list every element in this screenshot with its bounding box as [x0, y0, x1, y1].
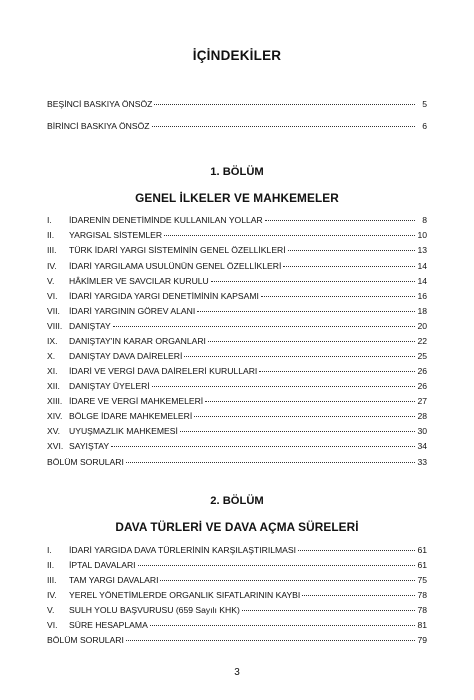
- dot-leader: [152, 126, 415, 127]
- toc-entry-label: SAYIŞTAY: [69, 441, 110, 451]
- toc-entry-label: SULH YOLU BAŞVURUSU (659 Sayılı KHK): [69, 605, 240, 615]
- toc-entry-number: V.: [47, 605, 55, 615]
- toc-entry-number: VII.: [47, 306, 60, 316]
- toc-entry-label: BEŞİNCİ BASKIYA ÖNSÖZ: [47, 99, 153, 109]
- toc-entry-number: III.: [47, 575, 57, 585]
- toc-entry-label: BÖLÜM SORULARI: [47, 635, 124, 645]
- toc-entry-page: 78: [417, 590, 427, 600]
- dot-leader: [302, 595, 415, 596]
- toc-entry-page: 75: [417, 575, 427, 585]
- toc-entry-preface-5[interactable]: [47, 97, 427, 111]
- toc-entry[interactable]: [47, 588, 427, 602]
- toc-entry-number: XIII.: [47, 396, 63, 406]
- page-number: 3: [234, 667, 240, 678]
- toc-entry-label: DANIŞTAY ÜYELERİ: [69, 381, 150, 391]
- toc-entry-number: IX.: [47, 336, 58, 346]
- toc-entry-page: 8: [422, 215, 427, 225]
- toc-entry-label: YEREL YÖNETİMLERDE ORGANLIK SIFATLARININ KAYBI: [69, 590, 301, 600]
- toc-entry-number: XV.: [47, 426, 61, 436]
- toc-entry-number: V.: [47, 276, 55, 286]
- dot-leader: [211, 281, 415, 282]
- toc-entry[interactable]: [47, 364, 427, 378]
- dot-leader: [150, 625, 415, 626]
- toc-entry-label: YARGISAL SİSTEMLER: [69, 230, 163, 240]
- dot-leader: [152, 386, 415, 387]
- toc-entry[interactable]: [47, 379, 427, 393]
- toc-entry-number: III.: [47, 245, 57, 255]
- toc-entry-number: XI.: [47, 366, 58, 376]
- toc-entry-label: DANIŞTAY: [69, 321, 111, 331]
- toc-entry-label: BİRİNCİ BASKIYA ÖNSÖZ: [47, 121, 150, 131]
- toc-entry-number: XIV.: [47, 411, 63, 421]
- toc-entry[interactable]: [47, 573, 427, 587]
- toc-entry-number: XII.: [47, 381, 60, 391]
- toc-entry-page: 81: [417, 620, 427, 630]
- toc-entry-label: İDARİ YARGIDA DAVA TÜRLERİNİN KARŞILAŞTIRILMASI: [69, 545, 296, 555]
- toc-entry-page: 6: [422, 121, 427, 131]
- dot-leader: [197, 311, 415, 312]
- dot-leader: [208, 341, 415, 342]
- toc-entry-section-questions[interactable]: [47, 455, 427, 469]
- toc-entry-label: TAM YARGI DAVALARI: [69, 575, 159, 585]
- dot-leader: [138, 565, 415, 566]
- toc-entry-label: İDARİ VE VERGİ DAVA DAİRELERİ KURULLARI: [69, 366, 258, 376]
- toc-entry-page: 26: [417, 381, 427, 391]
- toc-entry-page: 61: [417, 545, 427, 555]
- toc-entry-label: İDARİ YARGILAMA USULÜNÜN GENEL ÖZELLİKLERİ: [69, 261, 282, 271]
- toc-entry-page: 30: [417, 426, 427, 436]
- dot-leader: [194, 416, 415, 417]
- dot-leader: [180, 431, 415, 432]
- section-1-heading: GENEL İLKELER VE MAHKEMELER: [135, 191, 339, 205]
- toc-entry[interactable]: [47, 289, 427, 303]
- toc-entry[interactable]: [47, 409, 427, 423]
- toc-entry[interactable]: [47, 304, 427, 318]
- dot-leader: [113, 326, 415, 327]
- toc-entry[interactable]: [47, 543, 427, 557]
- toc-entry-section-questions[interactable]: [47, 633, 427, 647]
- page-title: İÇİNDEKİLER: [192, 48, 282, 63]
- toc-entry-preface-1[interactable]: [47, 119, 427, 133]
- toc-entry-number: VI.: [47, 291, 58, 301]
- toc-entry-page: 5: [422, 99, 427, 109]
- section-2-heading: DAVA TÜRLERİ VE DAVA AÇMA SÜRELERİ: [115, 520, 359, 534]
- section-1-label: 1. BÖLÜM: [210, 166, 264, 178]
- toc-entry[interactable]: [47, 603, 427, 617]
- dot-leader: [126, 640, 415, 641]
- toc-entry-page: 18: [417, 306, 427, 316]
- toc-entry-label: BÖLÜM SORULARI: [47, 457, 124, 467]
- toc-entry[interactable]: [47, 334, 427, 348]
- dot-leader: [184, 356, 415, 357]
- toc-entry-page: 10: [417, 230, 427, 240]
- dot-leader: [283, 266, 415, 267]
- toc-entry-number: VI.: [47, 620, 58, 630]
- dot-leader: [164, 235, 415, 236]
- toc-entry-page: 28: [417, 411, 427, 421]
- toc-entry-label: İDARİ YARGIDA YARGI DENETİMİNİN KAPSAMI: [69, 291, 259, 301]
- toc-entry-page: 25: [417, 351, 427, 361]
- toc-entry-label: İDARENİN DENETİMİNDE KULLANILAN YOLLAR: [69, 215, 263, 225]
- toc-entry-label: İDARİ YARGININ GÖREV ALANI: [69, 306, 196, 316]
- toc-entry[interactable]: [47, 558, 427, 572]
- toc-entry[interactable]: [47, 274, 427, 288]
- toc-entry-label: HÂKİMLER VE SAVCILAR KURULU: [69, 276, 209, 286]
- toc-entry-label: BÖLGE İDARE MAHKEMELERİ: [69, 411, 193, 421]
- toc-entry-label: İPTAL DAVALARI: [69, 560, 136, 570]
- toc-entry-number: II.: [47, 560, 55, 570]
- toc-entry-page: 13: [417, 245, 427, 255]
- toc-entry-page: 61: [417, 560, 427, 570]
- toc-entry-page: 79: [417, 635, 427, 645]
- toc-entry[interactable]: [47, 259, 427, 273]
- toc-entry-number: I.: [47, 215, 52, 225]
- toc-entry-number: VIII.: [47, 321, 63, 331]
- dot-leader: [160, 580, 415, 581]
- toc-entry-page: 14: [417, 276, 427, 286]
- toc-entry-label: İDARE VE VERGİ MAHKEMELERİ: [69, 396, 204, 406]
- section-2-label: 2. BÖLÜM: [210, 495, 264, 507]
- dot-leader: [261, 296, 415, 297]
- toc-entry[interactable]: [47, 228, 427, 242]
- toc-entry-number: IV.: [47, 590, 57, 600]
- toc-entry[interactable]: [47, 243, 427, 257]
- dot-leader: [288, 250, 415, 251]
- toc-entry-label: DANIŞTAY DAVA DAİRELERİ: [69, 351, 183, 361]
- toc-entry[interactable]: [47, 618, 427, 632]
- dot-leader: [242, 610, 415, 611]
- dot-leader: [259, 371, 415, 372]
- toc-entry-label: UYUŞMAZLIK MAHKEMESİ: [69, 426, 178, 436]
- toc-entry[interactable]: [47, 349, 427, 363]
- toc-entry[interactable]: [47, 439, 427, 453]
- dot-leader: [265, 220, 415, 221]
- toc-entry-page: 27: [417, 396, 427, 406]
- toc-entry-page: 33: [417, 457, 427, 467]
- toc-entry-page: 34: [417, 441, 427, 451]
- toc-entry-number: I.: [47, 545, 52, 555]
- toc-entry[interactable]: [47, 213, 427, 227]
- toc-entry-label: TÜRK İDARİ YARGI SİSTEMİNİN GENEL ÖZELLİKLERİ: [69, 245, 286, 255]
- toc-entry-page: 14: [417, 261, 427, 271]
- dot-leader: [154, 104, 415, 105]
- toc-entry-number: IV.: [47, 261, 57, 271]
- dot-leader: [126, 462, 415, 463]
- toc-entry-page: 16: [417, 291, 427, 301]
- toc-entry-number: II.: [47, 230, 55, 240]
- dot-leader: [111, 446, 415, 447]
- toc-entry-number: XVI.: [47, 441, 64, 451]
- toc-entry-page: 22: [417, 336, 427, 346]
- dot-leader: [205, 401, 415, 402]
- toc-entry-page: 78: [417, 605, 427, 615]
- toc-entry-page: 26: [417, 366, 427, 376]
- dot-leader: [298, 550, 415, 551]
- toc-entry-page: 20: [417, 321, 427, 331]
- toc-entry-label: DANIŞTAY'IN KARAR ORGANLARI: [69, 336, 206, 346]
- toc-entry[interactable]: [47, 424, 427, 438]
- toc-entry-label: SÜRE HESAPLAMA: [69, 620, 148, 630]
- toc-entry-number: X.: [47, 351, 56, 361]
- toc-entry[interactable]: [47, 394, 427, 408]
- toc-entry[interactable]: [47, 319, 427, 333]
